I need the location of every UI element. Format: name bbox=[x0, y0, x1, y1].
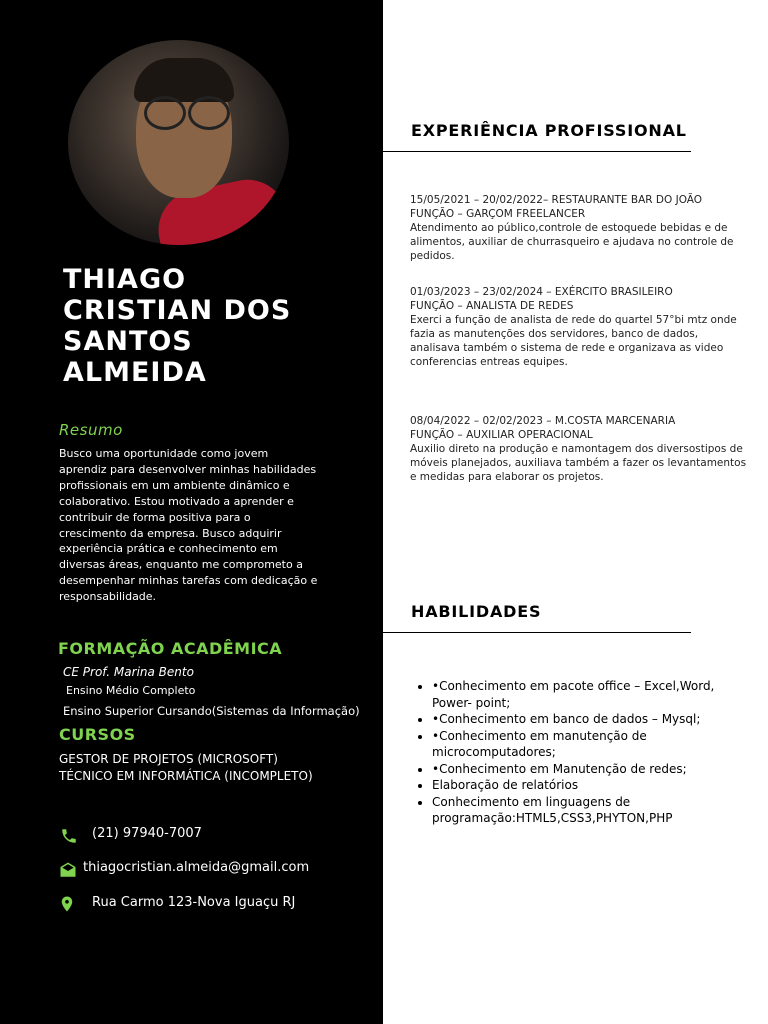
skills-divider bbox=[383, 632, 691, 633]
experience-heading: EXPERIÊNCIA PROFISSIONAL bbox=[411, 121, 687, 140]
skills-list bbox=[415, 678, 722, 827]
education-high-school: Ensino Médio Completo bbox=[66, 684, 196, 697]
phone-icon bbox=[60, 827, 78, 845]
photo-hair bbox=[134, 58, 234, 102]
photo-glasses-right bbox=[188, 96, 230, 130]
name-line: CRISTIAN DOS bbox=[63, 295, 292, 326]
skill-item: • •Conhecimento em manutenção de microcomputadores; bbox=[432, 728, 722, 761]
address: Rua Carmo 123-Nova Iguaçu RJ bbox=[92, 895, 296, 910]
job-period: 15/05/2021 – 20/02/2022– RESTAURANTE BAR DO JOÃO bbox=[410, 194, 703, 206]
summary-heading: Resumo bbox=[59, 421, 123, 439]
job-entry bbox=[410, 414, 750, 484]
education-heading: FORMAÇÃO ACADÊMICA bbox=[58, 639, 283, 658]
job-entry bbox=[410, 285, 750, 369]
job-role: FUNÇÃO – ANALISTA DE REDES bbox=[410, 300, 574, 312]
name-line: THIAGO bbox=[63, 264, 187, 295]
summary-text: Busco uma oportunidade como jovem aprendiz para desenvolver minhas habilidades profissionais em um ambiente dinâmico e colaborativo. Estou motivado a aprender e contribuir de forma positiva para o crescimento da empresa. Busco adquirir experiência prática e conhecimento em diversas áreas, enquanto me comprometo a desempenhar minhas tarefas com dedicação e responsabilidade. bbox=[59, 447, 318, 604]
courses-heading: CURSOS bbox=[59, 725, 136, 744]
skill-item: • •Conhecimento em Manutenção de redes; bbox=[432, 761, 722, 778]
experience-divider bbox=[383, 151, 691, 152]
photo-glasses-left bbox=[144, 96, 186, 130]
skill-item: • •Conhecimento em banco de dados – Mysql; bbox=[432, 711, 722, 728]
name-line: ALMEIDA bbox=[63, 357, 207, 388]
phone-number[interactable]: (21) 97940-7007 bbox=[92, 826, 202, 841]
location-pin-icon bbox=[58, 895, 76, 913]
job-role: FUNÇÃO – AUXILIAR OPERACIONAL bbox=[410, 429, 593, 441]
skill-item: • •Conhecimento em pacote office – Excel,Word, Power- point; bbox=[432, 678, 722, 711]
job-description: Auxilio direto na produção e namontagem dos diversostipos de móveis planejados, auxiliava também a fazer os levantamentos e medidas para elaborar os projetos. bbox=[410, 443, 747, 483]
job-description: Atendimento ao público,controle de estoquede bebidas e de alimentos, auxiliar de churrasqueiro e ajudava no controle de pedidos. bbox=[410, 222, 734, 262]
education-college: Ensino Superior Cursando(Sistemas da Informação) bbox=[63, 704, 360, 718]
job-role: FUNÇÃO – GARÇOM FREELANCER bbox=[410, 208, 586, 220]
skill-item: • Conhecimento em linguagens de programação:HTML5,CSS3,PHYTON,PHP bbox=[432, 794, 722, 827]
profile-photo bbox=[68, 40, 289, 245]
job-period: 08/04/2022 – 02/02/2023 – M.COSTA MARCENARIA bbox=[410, 415, 676, 427]
course-item: TÉCNICO EM INFORMÁTICA (INCOMPLETO) bbox=[59, 769, 313, 783]
skill-item: • Elaboração de relatórios bbox=[432, 777, 722, 794]
candidate-name bbox=[63, 264, 373, 388]
envelope-icon bbox=[59, 861, 77, 879]
education-school: CE Prof. Marina Bento bbox=[63, 665, 194, 679]
course-item: GESTOR DE PROJETOS (MICROSOFT) bbox=[59, 752, 278, 766]
sidebar bbox=[0, 0, 383, 1024]
skills-heading: HABILIDADES bbox=[411, 602, 542, 621]
job-period: 01/03/2023 – 23/02/2024 – EXÉRCITO BRASILEIRO bbox=[410, 286, 673, 298]
job-description: Exerci a função de analista de rede do quartel 57°bi mtz onde fazia as manutenções dos servidores, banco de dados, analisava também o sistema de rede e organizava as video conferencias entreas equipes. bbox=[410, 314, 737, 368]
job-entry bbox=[410, 193, 750, 263]
name-line: SANTOS bbox=[63, 326, 193, 357]
email-address[interactable]: thiagocristian.almeida@gmail.com bbox=[83, 860, 310, 875]
